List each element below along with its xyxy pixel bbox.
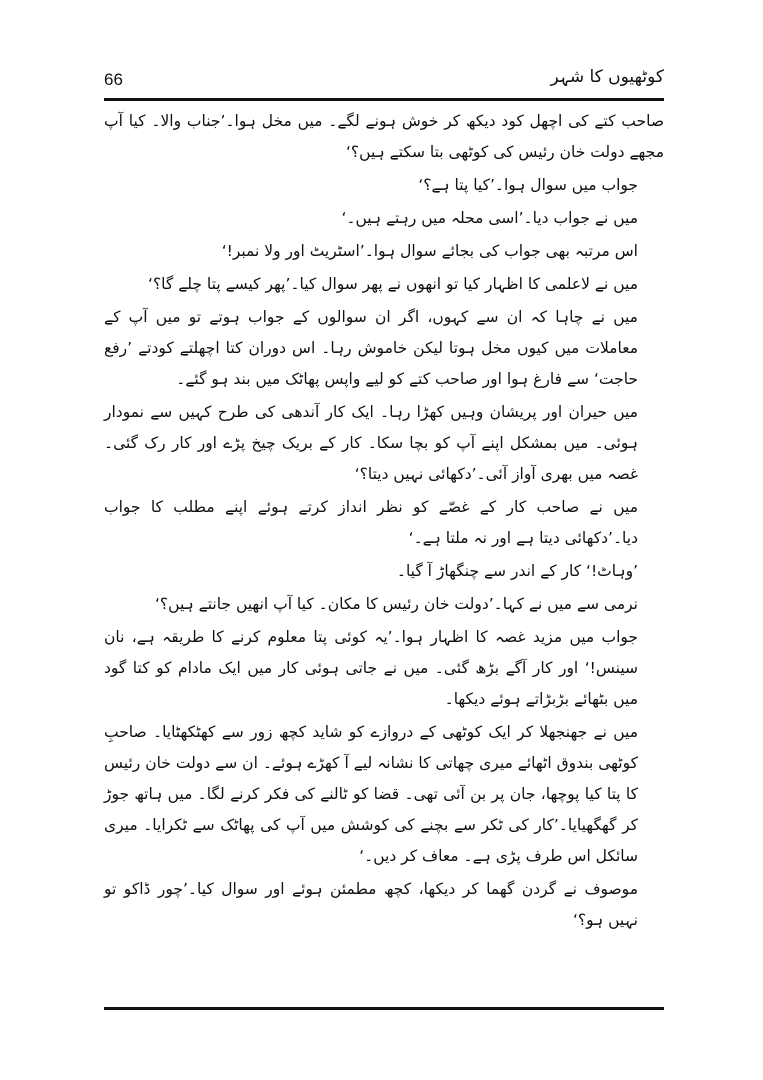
paragraph: میں حیران اور پریشان وہیں کھڑا رہا۔ ایک کار آندھی کی طرح کہیں سے نمودار ہوئی۔ میں بمشکل اپنے آپ کو بچا سکا۔ کار کے بریک چیخ پڑے اور کار رک گئی۔ غصہ میں بھری آواز آئی۔’دکھائی نہیں دیتا؟‘ (104, 403, 638, 483)
paragraph: ’وہاٹ!‘ کار کے اندر سے چنگھاڑ آ گیا۔ (396, 562, 638, 580)
book-page (104, 60, 664, 1020)
page-number: 66 (104, 70, 123, 89)
paragraph: جواب میں مزید غصہ کا اظہار ہوا۔’یہ کوئی پتا معلوم کرنے کا طریقہ ہے، نان سینس!‘ اور کار آگے بڑھ گئی۔ میں نے جاتی ہوئی کار میں ایک مادام کو کتا گود میں بٹھائے بڑبڑاتے ہوئے دیکھا۔ (104, 628, 638, 708)
paragraph: صاحب کتے کی اچھل کود دیکھ کر خوش ہونے لگے۔ میں مخل ہوا۔’جناب والا۔ کیا آپ مجھے دولت خان رئیس کی کوٹھی بتا سکتے ہیں؟‘ (104, 112, 664, 161)
paragraph: میں نے جواب دیا۔’اسی محلہ میں رہتے ہیں۔‘ (341, 209, 638, 227)
page-header (104, 60, 664, 100)
paragraph: میں نے جھنجھلا کر ایک کوٹھی کے دروازے کو شاید کچھ زور سے کھٹکھٹایا۔ صاحبِ کوٹھی بندوق اٹھائے میری چھاتی کا نشانہ لیے آ کھڑے ہوئے۔ ان سے دولت خان رئیس کا پتا کیا پوچھا، جان پر بن آئی تھی۔ قضا کو ٹالنے کی فکر کرنے لگا۔ میں ہاتھ جوڑ کر گھگھیایا۔’کار کی ٹکر سے بچنے کی کوشش میں آپ کی پھاٹک سے ٹکرایا۔ میری سائکل اس طرف پڑی ہے۔ معاف کر دیں۔‘ (104, 723, 638, 865)
body-text (104, 106, 664, 938)
footer-rule (104, 1007, 664, 1010)
book-title: کوٹھیوں کا شہر (550, 67, 664, 87)
paragraph: میں نے لاعلمی کا اظہار کیا تو انھوں نے پھر سوال کیا۔’پھر کیسے پتا چلے گا؟‘ (148, 275, 638, 293)
paragraph: موصوف نے گردن گھما کر دیکھا، کچھ مطمئن ہوئے اور سوال کیا۔’چور ڈاکو تو نہیں ہو؟‘ (104, 880, 638, 929)
paragraph: اس مرتبہ بھی جواب کی بجائے سوال ہوا۔’اسٹریٹ اور ولا نمبر!‘ (221, 242, 638, 260)
paragraph: نرمی سے میں نے کہا۔’دولت خان رئیس کا مکان۔ کیا آپ انھیں جانتے ہیں؟‘ (155, 595, 638, 613)
paragraph: جواب میں سوال ہوا۔’کیا پتا ہے؟‘ (418, 176, 638, 194)
paragraph: میں نے چاہا کہ ان سے کہوں، اگر ان سوالوں کے جواب ہوتے تو میں آپ کے معاملات میں کیوں مخل ہوتا لیکن خاموش رہا۔ اس دوران کتا اچھلتے کودتے ’رفع حاجت‘ سے فارغ ہوا اور صاحب کتے کو لیے واپس پھاٹک میں بند ہو گئے۔ (104, 308, 638, 388)
header-rule (104, 98, 664, 101)
paragraph: میں نے صاحب کار کے غصّے کو نظر انداز کرتے ہوئے اپنے مطلب کا جواب دیا۔’دکھائی دیتا ہے اور نہ ملتا ہے۔‘ (104, 498, 638, 547)
